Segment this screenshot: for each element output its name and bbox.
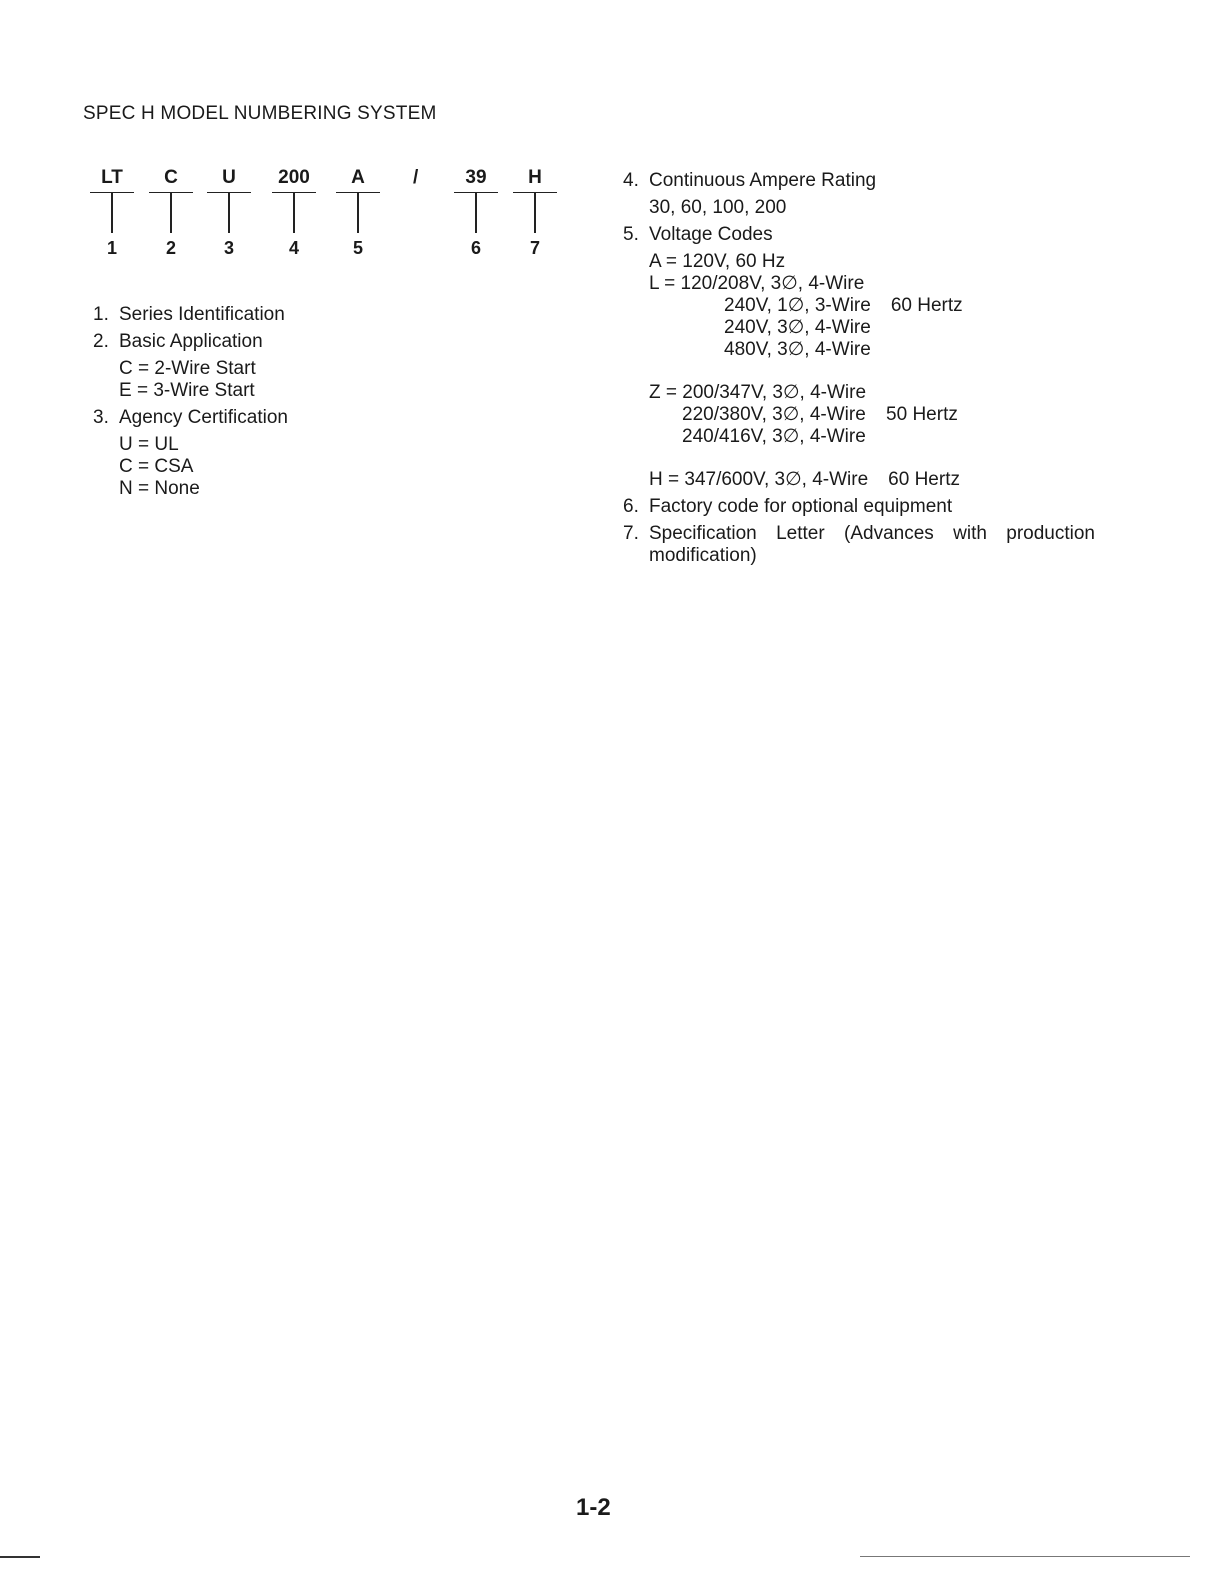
definition-item xyxy=(93,304,393,326)
item-label: Basic Application xyxy=(119,331,263,352)
definition-item xyxy=(623,170,1095,192)
item-label: Series Identification xyxy=(119,304,285,325)
voltage-line: L = 120/208V, 3∅, 4-Wire xyxy=(649,273,865,294)
connector-line xyxy=(228,193,230,233)
model-segment-number: 4 xyxy=(288,238,299,258)
scan-mark xyxy=(0,1556,40,1558)
ampere-values: 30, 60, 100, 200 xyxy=(649,197,787,218)
option-text: C = 2-Wire Start xyxy=(119,358,256,379)
item-number: 4. xyxy=(623,170,639,191)
model-segment-number: 2 xyxy=(165,238,176,258)
voltage-code-l-lines xyxy=(649,273,871,361)
voltage-line: 240/416V, 3∅, 4-Wire xyxy=(682,426,866,447)
item-label: Factory code for optional equipment xyxy=(649,496,953,517)
connector-line xyxy=(534,193,536,233)
frequency-label: 50 Hertz xyxy=(886,404,958,425)
model-segment-number: 6 xyxy=(470,238,481,258)
model-segment-code: A xyxy=(336,166,380,193)
model-segment-code: 39 xyxy=(454,166,498,193)
connector-line xyxy=(111,193,113,233)
option-text: C = CSA xyxy=(119,456,194,477)
definition-item xyxy=(623,523,1095,567)
model-segment-code: U xyxy=(207,166,251,193)
model-segment-code: H xyxy=(513,166,557,193)
model-segment-code: C xyxy=(149,166,193,193)
model-segment-number: 1 xyxy=(106,238,117,258)
voltage-line: 240V, 1∅, 3-Wire xyxy=(724,295,871,316)
option-list xyxy=(93,434,393,500)
model-segment-code: LT xyxy=(90,166,134,193)
voltage-code-a: A = 120V, 60 Hz xyxy=(649,251,786,272)
item-number: 5. xyxy=(623,224,639,245)
voltage-code-list xyxy=(623,251,1095,491)
voltage-code-h xyxy=(649,469,1095,491)
connector-line xyxy=(170,193,172,233)
definition-item xyxy=(623,496,1095,518)
item-label: Voltage Codes xyxy=(649,224,773,245)
option-list xyxy=(93,358,393,402)
scan-mark xyxy=(860,1556,1190,1557)
page-number: 1-2 xyxy=(576,1494,611,1521)
model-segment-number: 7 xyxy=(529,238,540,258)
voltage-line: 480V, 3∅, 4-Wire xyxy=(724,339,871,360)
item-label: Agency Certification xyxy=(119,407,288,428)
definition-item xyxy=(623,224,1095,246)
item-label: Specification Letter (Advances with production modification) xyxy=(649,523,1095,566)
option-text: N = None xyxy=(119,478,200,499)
model-segment-2 xyxy=(149,166,193,259)
voltage-line: Z = 200/347V, 3∅, 4-Wire xyxy=(649,382,867,403)
connector-line xyxy=(293,193,295,233)
frequency-label: 60 Hertz xyxy=(890,295,963,316)
model-segment-7 xyxy=(513,166,557,259)
model-segment-code: 200 xyxy=(272,166,316,193)
connector-line xyxy=(357,193,359,233)
voltage-line: 240V, 3∅, 4-Wire xyxy=(724,317,871,338)
item-number: 6. xyxy=(623,496,639,517)
item-number: 1. xyxy=(93,304,109,325)
model-segment-number: 5 xyxy=(352,238,363,258)
model-code-separator: / xyxy=(413,167,419,188)
definition-item xyxy=(93,407,393,429)
voltage-line: 220/380V, 3∅, 4-Wire xyxy=(682,404,866,425)
voltage-line: H = 347/600V, 3∅, 4-Wire xyxy=(649,469,869,490)
left-definitions xyxy=(93,304,393,500)
model-segment-5 xyxy=(336,166,380,259)
item-label: Continuous Ampere Rating xyxy=(649,170,877,191)
model-segment-number: 3 xyxy=(223,238,234,258)
voltage-code-z xyxy=(649,382,1095,448)
option-text: E = 3-Wire Start xyxy=(119,380,255,401)
page-title: SPEC H MODEL NUMBERING SYSTEM xyxy=(83,103,437,124)
connector-line xyxy=(475,193,477,233)
voltage-code-z-lines xyxy=(649,382,866,448)
option-text: U = UL xyxy=(119,434,179,455)
item-number: 2. xyxy=(93,331,109,352)
voltage-code-l xyxy=(649,273,1095,361)
model-segment-1 xyxy=(90,166,134,259)
model-segment-4 xyxy=(272,166,316,259)
model-segment-3 xyxy=(207,166,251,259)
frequency-label: 60 Hertz xyxy=(888,469,960,490)
model-code-diagram xyxy=(90,166,570,266)
definition-item xyxy=(93,331,393,353)
right-definitions xyxy=(623,170,1095,567)
item-number: 3. xyxy=(93,407,109,428)
item-number: 7. xyxy=(623,523,639,544)
model-segment-6 xyxy=(454,166,498,259)
